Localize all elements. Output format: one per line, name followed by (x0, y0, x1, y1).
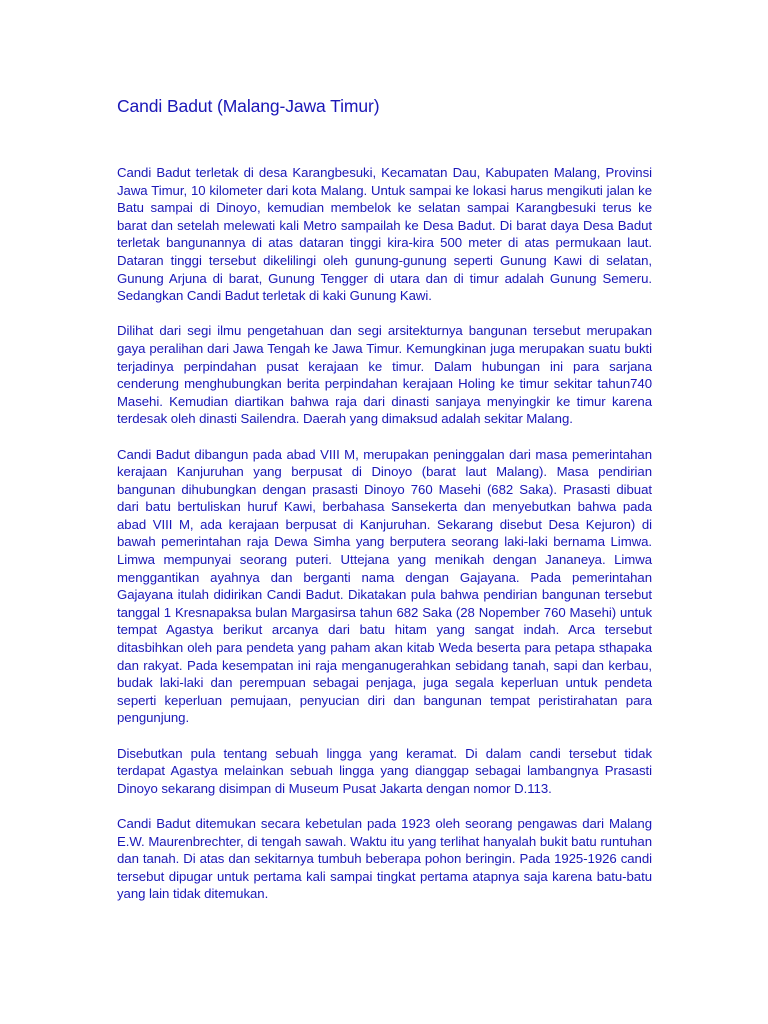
paragraph-discovery: Candi Badut ditemukan secara kebetulan pada 1923 oleh seorang pengawas dari Malang E.W. Maurenbrechter, di tengah sawah. Waktu itu yang terlihat hanyalah bukit batu runtuhan dan tanah. Di atas dan sekitarnya tumbuh beberapa pohon beringin. Pada 1925-1926 candi tersebut dipugar untuk pertama kali sampai tingkat pertama atapnya saja karena batu-batu yang lain tidak ditemukan. (117, 815, 652, 902)
document-title: Candi Badut (Malang-Jawa Timur) (117, 96, 380, 116)
paragraph-location: Candi Badut terletak di desa Karangbesuki, Kecamatan Dau, Kabupaten Malang, Provinsi Jawa Timur, 10 kilometer dari kota Malang. Untuk sampai ke lokasi harus mengikuti jalan ke Batu sampai di Dinoyo, kemudian membelok ke selatan sampai Karangbesuki terus ke barat dan setelah melewati kali Metro sampailah ke Desa Badut. Di barat daya Desa Badut terletak bangunannya di atas dataran tinggi kira-kira 500 meter di atas permukaan laut. Dataran tinggi tersebut dikelilingi oleh gunung-gunung seperti Gunung Kawi di selatan, Gunung Arjuna di barat, Gunung Tengger di utara dan di timur adalah Gunung Semeru. Sedangkan Candi Badut terletak di kaki Gunung Kawi. (117, 165, 652, 304)
paragraph-history: Candi Badut dibangun pada abad VIII M, merupakan peninggalan dari masa pemerintahan kerajaan Kanjuruhan yang berpusat di Dinoyo (barat laut Malang). Masa pendirian bangunan dihubungkan dengan prasasti Dinoyo 760 Masehi (682 Saka). Prasasti dibuat dari batu bertuliskan huruf Kawi, berbahasa Sansekerta dan menyebutkan bahwa pada abad VIII M, ada kerajaan berpusat di Kanjuruhan. Sekarang disebut Desa Kejuron) di bawah pemerintahan raja Dewa Simha yang berputera seorang laki-laki bernama Limwa. Limwa mempunyai seorang puteri. Uttejana yang menikah dengan Jananeya. Limwa menggantikan ayahnya dan berganti nama dengan Gajayana. Pada pemerintahan Gajayana itulah didirikan Candi Badut. Dikatakan pula bahwa pendirian bangunan tersebut tanggal 1 Kresnapaksa bulan Margasirsa tahun 682 Saka (28 Nopember 760 Masehi) untuk tempat Agastya berikut arcanya dari batu hitam yang sangat indah. Arca tersebut ditasbihkan oleh para pendeta yang paham akan kitab Weda beserta para petapa sthapaka dan rakyat. Pada kesempatan ini raja menganugerahkan sebidang tanah, sapi dan kerbau, budak laki-laki dan perempuan sebagai penjaga, juga segala keperluan untuk pendeta seperti keperluan pemujaan, penyucian diri dan bangunan tempat peristirahatan para pengunjung. (117, 446, 652, 726)
paragraph-lingga: Disebutkan pula tentang sebuah lingga yang keramat. Di dalam candi tersebut tidak terdapat Agastya melainkan sebuah lingga yang dianggap sebagai lambangnya Prasasti Dinoyo sekarang disimpan di Museum Pusat Jakarta dengan nomor D.113. (117, 745, 652, 796)
paragraph-architecture: Dilihat dari segi ilmu pengetahuan dan segi arsitekturnya bangunan tersebut merupakan gaya peralihan dari Jawa Tengah ke Jawa Timur. Kemungkinan juga merupakan suatu bukti terjadinya perpindahan pusat kerajaan ke timur. Dalam hubungan ini para sarjana cenderung menghubungkan berita perpindahan kerajaan Holing ke timur sekitar tahun740 Masehi. Kemudian diartikan bahwa raja dari dinasti sanjaya menyingkir ke timur karena terdesak oleh dinasti Sailendra. Daerah yang dimaksud adalah sekitar Malang. (117, 323, 652, 427)
document-body (117, 95, 652, 921)
